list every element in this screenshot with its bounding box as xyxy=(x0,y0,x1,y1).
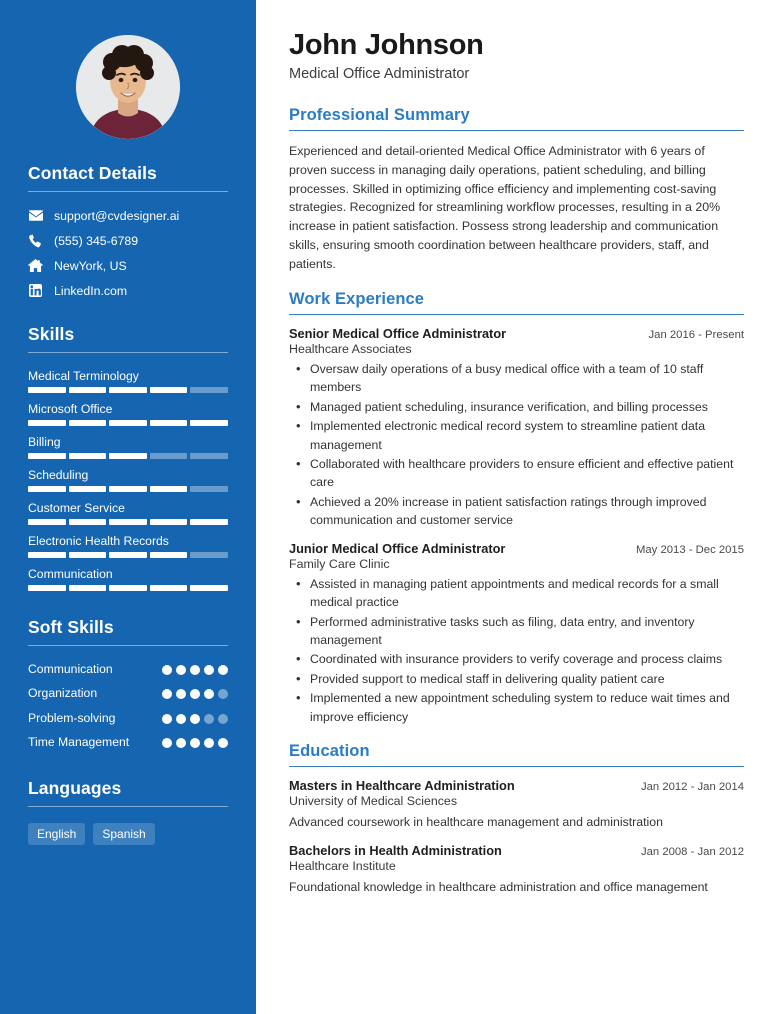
soft-skill-rating-dots xyxy=(162,735,228,748)
education-description: Foundational knowledge in healthcare administration and office management xyxy=(289,879,708,894)
education-date: Jan 2008 - Jan 2012 xyxy=(640,845,744,858)
skill-label: Electronic Health Records xyxy=(28,534,169,548)
skills-heading: Skills xyxy=(28,324,75,344)
experience-bullet: • Implemented a new appointment scheduling system to reduce wait times and improve efficiency xyxy=(289,689,744,726)
skill-bar-segment xyxy=(150,453,188,459)
skill-item xyxy=(28,435,228,459)
rating-dot xyxy=(190,665,200,675)
skill-bar-segment xyxy=(190,519,228,525)
soft-skills-section xyxy=(28,617,228,750)
rating-dot xyxy=(218,738,228,748)
work-experience-section xyxy=(289,290,744,726)
experience-title: Senior Medical Office Administrator xyxy=(289,325,507,341)
linkedin-icon xyxy=(28,283,43,298)
experience-title: Junior Medical Office Administrator xyxy=(289,540,506,556)
skill-item xyxy=(28,501,228,525)
soft-skill-rating-dots xyxy=(162,662,228,675)
experience-entry-header xyxy=(289,326,744,341)
skill-bar-segment xyxy=(28,387,66,393)
skill-level-bar xyxy=(28,552,228,558)
education-section xyxy=(289,742,744,896)
rating-dot xyxy=(176,689,186,699)
rating-dot xyxy=(218,689,228,699)
contact-list xyxy=(28,208,228,298)
skill-bar-segment xyxy=(69,552,107,558)
skill-level-bar xyxy=(28,585,228,591)
skill-item xyxy=(28,567,228,591)
skill-bar-segment xyxy=(69,519,107,525)
skill-label: Customer Service xyxy=(28,501,125,515)
skill-bar-segment xyxy=(150,387,188,393)
skill-bar-segment xyxy=(28,453,66,459)
skills-list xyxy=(28,369,228,591)
skill-bar-segment xyxy=(69,387,107,393)
contact-divider xyxy=(28,191,228,192)
soft-skill-label: Time Management xyxy=(28,734,130,749)
rating-dot xyxy=(190,738,200,748)
experience-entry xyxy=(289,541,744,727)
rating-dot xyxy=(162,714,172,724)
experience-entry-header xyxy=(289,541,744,556)
language-tag: Spanish xyxy=(93,823,154,845)
skill-bar-segment xyxy=(190,585,228,591)
contact-value-email: support@cvdesigner.ai xyxy=(54,208,180,223)
rating-dot xyxy=(176,665,186,675)
skill-level-bar xyxy=(28,420,228,426)
soft-skills-list xyxy=(28,662,228,750)
contact-value-linkedin: LinkedIn.com xyxy=(54,283,128,298)
skill-item xyxy=(28,534,228,558)
skill-label: Microsoft Office xyxy=(28,402,113,416)
skill-bar-segment xyxy=(109,486,147,492)
experience-organization: Healthcare Associates xyxy=(289,341,412,356)
languages-section xyxy=(28,778,228,845)
contact-item-linkedin[interactable] xyxy=(28,283,228,298)
sidebar xyxy=(0,0,256,1014)
education-entry xyxy=(289,843,744,896)
experience-bullet: • Performed administrative tasks such as filing, data entry, and inventory management xyxy=(289,613,744,650)
education-degree: Masters in Healthcare Administration xyxy=(289,778,515,794)
rating-dot xyxy=(218,714,228,724)
experience-bullet: • Provided support to medical staff in delivering quality patient care xyxy=(289,670,744,688)
experience-date: May 2013 - Dec 2015 xyxy=(635,543,744,556)
skill-bar-segment xyxy=(190,486,228,492)
job-title: Medical Office Administrator xyxy=(289,65,470,82)
skill-level-bar xyxy=(28,453,228,459)
education-institution: Healthcare Institute xyxy=(289,858,396,873)
name-block xyxy=(289,30,744,82)
education-divider xyxy=(289,766,744,767)
skill-bar-segment xyxy=(69,453,107,459)
language-tag-list xyxy=(28,823,228,845)
skill-bar-segment xyxy=(190,552,228,558)
skill-bar-segment xyxy=(150,519,188,525)
skill-bar-segment xyxy=(28,486,66,492)
experience-heading: Work Experience xyxy=(289,289,425,308)
rating-dot xyxy=(204,738,214,748)
skill-bar-segment xyxy=(190,453,228,459)
languages-heading: Languages xyxy=(28,778,122,798)
experience-bullet: • Coordinated with insurance providers to verify coverage and process claims xyxy=(289,650,744,668)
experience-divider xyxy=(289,314,744,315)
skill-bar-segment xyxy=(150,552,188,558)
soft-skills-divider xyxy=(28,645,228,646)
skill-bar-segment xyxy=(109,453,147,459)
soft-skill-item xyxy=(28,735,228,750)
skill-bar-segment xyxy=(150,420,188,426)
experience-entry xyxy=(289,326,744,530)
soft-skill-label: Problem-solving xyxy=(28,710,116,725)
rating-dot xyxy=(162,689,172,699)
education-entry xyxy=(289,778,744,831)
experience-organization: Family Care Clinic xyxy=(289,556,390,571)
experience-list xyxy=(289,326,744,726)
rating-dot xyxy=(162,738,172,748)
skill-label: Billing xyxy=(28,435,61,449)
language-tag: English xyxy=(28,823,85,845)
avatar-wrapper xyxy=(28,35,228,139)
main-content xyxy=(256,0,768,1014)
rating-dot xyxy=(204,665,214,675)
rating-dot xyxy=(218,665,228,675)
professional-summary-section xyxy=(289,106,744,274)
soft-skill-label: Organization xyxy=(28,686,98,701)
education-list xyxy=(289,778,744,896)
skill-bar-segment xyxy=(150,486,188,492)
education-heading: Education xyxy=(289,742,370,761)
skill-label: Medical Terminology xyxy=(28,369,139,383)
skill-bar-segment xyxy=(150,585,188,591)
contact-item-phone[interactable] xyxy=(28,233,228,248)
contact-section xyxy=(28,163,228,298)
skill-bar-segment xyxy=(28,585,66,591)
skill-bar-segment xyxy=(28,420,66,426)
experience-bullet-list xyxy=(289,360,744,530)
soft-skill-item xyxy=(28,686,228,701)
skill-bar-segment xyxy=(190,420,228,426)
education-date: Jan 2012 - Jan 2014 xyxy=(640,781,744,794)
skill-bar-segment xyxy=(190,387,228,393)
rating-dot xyxy=(162,665,172,675)
rating-dot xyxy=(190,689,200,699)
soft-skill-item xyxy=(28,711,228,726)
summary-heading: Professional Summary xyxy=(289,105,470,124)
contact-value-phone: (555) 345-6789 xyxy=(54,233,139,248)
experience-bullet: • Implemented electronic medical record system to streamline patient data management xyxy=(289,417,744,454)
skill-bar-segment xyxy=(109,387,147,393)
skills-section xyxy=(28,324,228,591)
summary-text: Experienced and detail-oriented Medical Office Administrator with 6 years of proven success in managing daily operations, patient scheduling, and billing processes. Skilled in optimizing office efficiency and implementing cost-saving strategies. Recognized for streamlining workflow processes, resulting in a 20% increase in patient satisfaction. Possess strong leadership and communication skills, ensuring smooth coordination between healthcare providers, staff, and patients. xyxy=(289,143,721,271)
skills-divider xyxy=(28,352,228,353)
avatar xyxy=(76,35,180,139)
skill-label: Scheduling xyxy=(28,468,89,482)
skill-level-bar xyxy=(28,519,228,525)
skill-label: Communication xyxy=(28,567,113,581)
contact-heading: Contact Details xyxy=(28,163,157,183)
skill-level-bar xyxy=(28,486,228,492)
education-description: Advanced coursework in healthcare management and administration xyxy=(289,815,663,830)
skill-level-bar xyxy=(28,387,228,393)
skill-bar-segment xyxy=(28,552,66,558)
experience-bullet: • Collaborated with healthcare providers to ensure efficient and effective patient care xyxy=(289,455,744,492)
education-entry-header xyxy=(289,778,744,793)
experience-date: Jan 2016 - Present xyxy=(648,328,744,341)
contact-item-email[interactable] xyxy=(28,208,228,223)
soft-skills-heading: Soft Skills xyxy=(28,617,114,637)
skill-bar-segment xyxy=(69,420,107,426)
rating-dot xyxy=(190,714,200,724)
education-institution: University of Medical Sciences xyxy=(289,794,458,809)
soft-skill-label: Communication xyxy=(28,662,113,676)
skill-item xyxy=(28,468,228,492)
home-icon xyxy=(28,258,43,273)
experience-bullet-list xyxy=(289,575,744,727)
rating-dot xyxy=(204,689,214,699)
experience-bullet: • Assisted in managing patient appointments and medical records for a small medical practice xyxy=(289,575,744,612)
skill-item xyxy=(28,402,228,426)
profile-photo-illustration xyxy=(76,35,180,139)
skill-bar-segment xyxy=(109,420,147,426)
skill-bar-segment xyxy=(69,486,107,492)
skill-bar-segment xyxy=(28,519,66,525)
experience-bullet: • Achieved a 20% increase in patient satisfaction ratings through improved communication and customer service xyxy=(289,493,744,530)
contact-item-location[interactable] xyxy=(28,258,228,273)
skill-bar-segment xyxy=(69,585,107,591)
education-degree: Bachelors in Health Administration xyxy=(289,842,502,858)
rating-dot xyxy=(176,738,186,748)
experience-bullet: • Managed patient scheduling, insurance verification, and billing processes xyxy=(289,398,744,416)
languages-divider xyxy=(28,806,228,807)
experience-bullet: • Oversaw daily operations of a busy medical office with a team of 10 staff members xyxy=(289,360,744,397)
soft-skill-rating-dots xyxy=(162,686,228,699)
skill-bar-segment xyxy=(109,519,147,525)
summary-divider xyxy=(289,130,744,131)
envelope-icon xyxy=(28,208,43,223)
education-entry-header xyxy=(289,843,744,858)
contact-value-location: NewYork, US xyxy=(54,258,127,273)
soft-skill-item xyxy=(28,662,228,677)
skill-item xyxy=(28,369,228,393)
soft-skill-rating-dots xyxy=(162,711,228,724)
skill-bar-segment xyxy=(109,552,147,558)
phone-icon xyxy=(28,233,43,248)
skill-bar-segment xyxy=(109,585,147,591)
rating-dot xyxy=(204,714,214,724)
page-title: John Johnson xyxy=(289,29,484,61)
rating-dot xyxy=(176,714,186,724)
